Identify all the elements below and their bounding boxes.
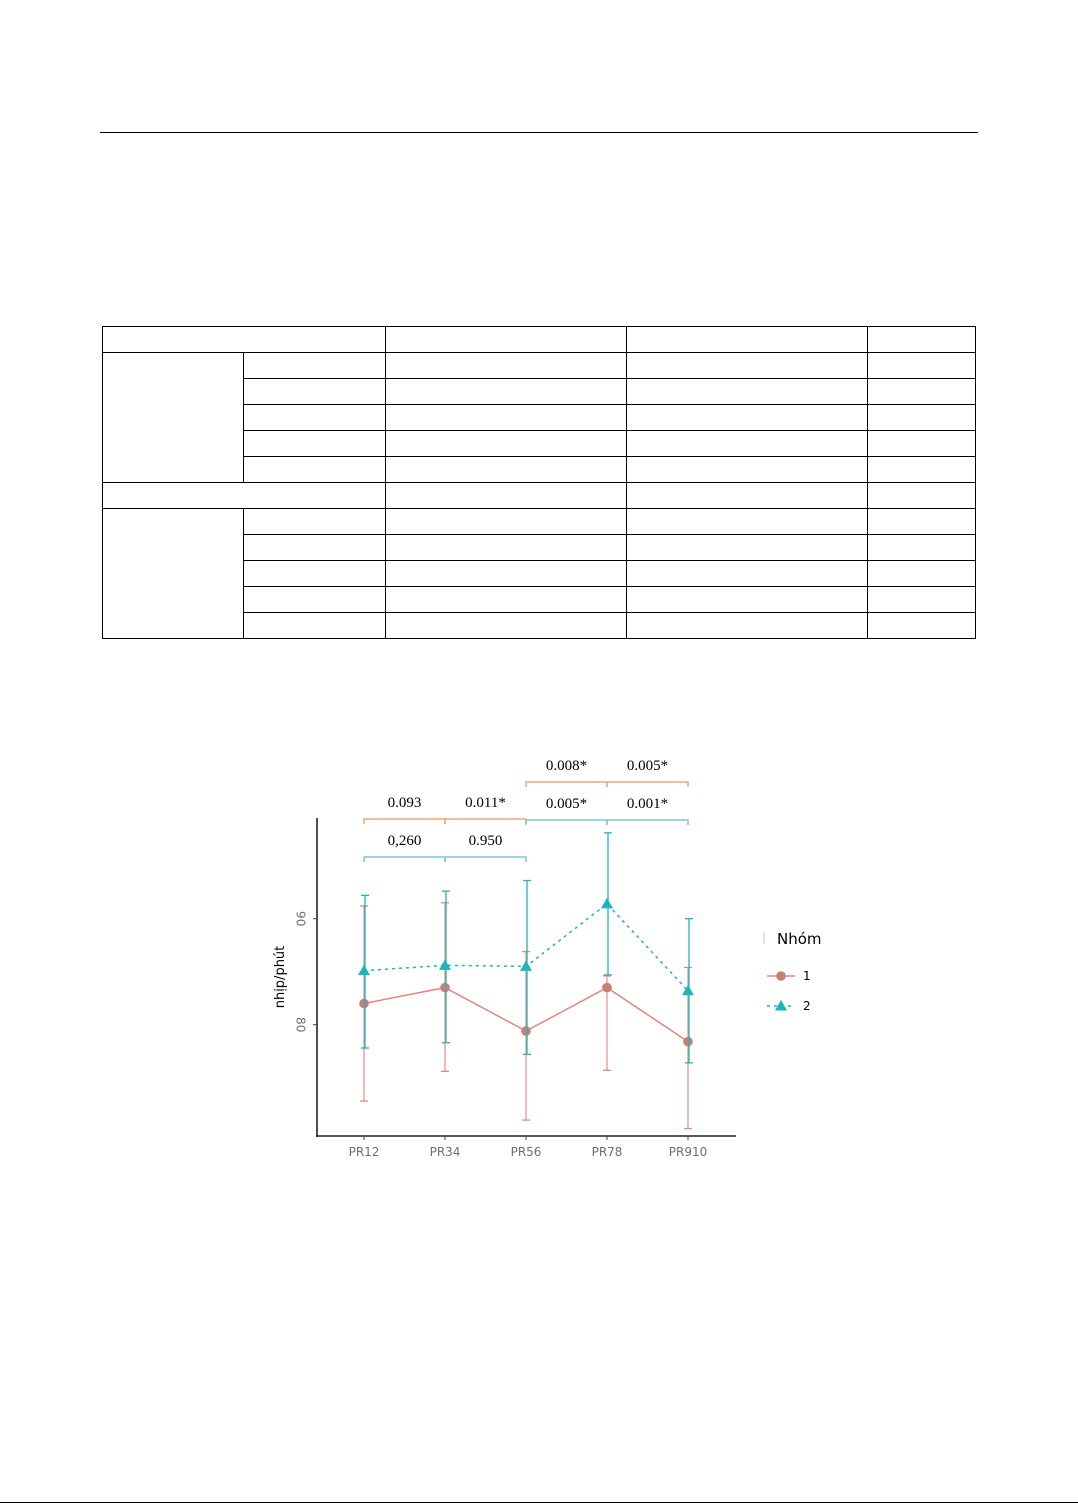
x-tick-label: PR56 [510,1145,542,1159]
legend-title: Nhóm [777,930,822,948]
bracket-line [607,820,688,825]
bracket-line [445,819,526,824]
legend-marker [776,971,786,981]
chart-axes [273,818,736,1159]
p-value-label: 0.950 [468,833,503,849]
data-point [682,985,694,996]
legend-item [767,969,811,983]
bracket-line [364,857,445,862]
p-value-label: 0.008* [545,758,588,774]
p-value-label: 0.001* [626,796,669,812]
y-tick-label: 90 [293,911,308,927]
comparison-bracket [364,833,445,862]
data-point [601,898,613,909]
data-point [358,965,370,976]
x-tick-label: PR910 [668,1145,708,1159]
bracket-line [364,819,445,824]
x-tick-label: PR78 [591,1145,623,1159]
bracket-line [526,782,607,787]
series-1 [359,903,693,1129]
legend-item [767,999,811,1013]
x-tick-label: PR34 [429,1145,461,1159]
p-value-label: 0.005* [626,758,669,774]
chart-legend [764,930,822,1013]
y-tick-label: 80 [293,1017,308,1033]
data-point [439,959,451,970]
bracket-line [607,782,688,787]
comparison-bracket [364,795,445,824]
data-point [602,983,612,993]
data-point [521,1026,531,1036]
bracket-line [445,857,526,862]
data-point [520,960,532,971]
chart-series [358,833,694,1129]
comparison-bracket [607,758,688,787]
p-value-label: 0,260 [387,833,422,849]
comparison-bracket [526,796,607,825]
y-axis-title: nhịp/phút [273,945,288,1009]
legend-label: 1 [803,969,811,983]
bracket-line [526,820,607,825]
x-tick-label: PR12 [348,1145,380,1159]
comparison-bracket [445,795,526,824]
footer-rule [0,1502,1078,1503]
legend-label: 2 [803,999,811,1013]
p-value-label: 0.093 [387,795,422,811]
comparison-bracket [526,758,607,787]
comparison-bracket [607,796,688,825]
p-value-label: 0.011* [465,795,506,811]
data-point [359,999,369,1009]
data-point [683,1037,693,1047]
comparison-bracket [445,833,526,862]
comparison-brackets [364,758,688,862]
p-value-label: 0.005* [545,796,588,812]
data-point [440,983,450,993]
